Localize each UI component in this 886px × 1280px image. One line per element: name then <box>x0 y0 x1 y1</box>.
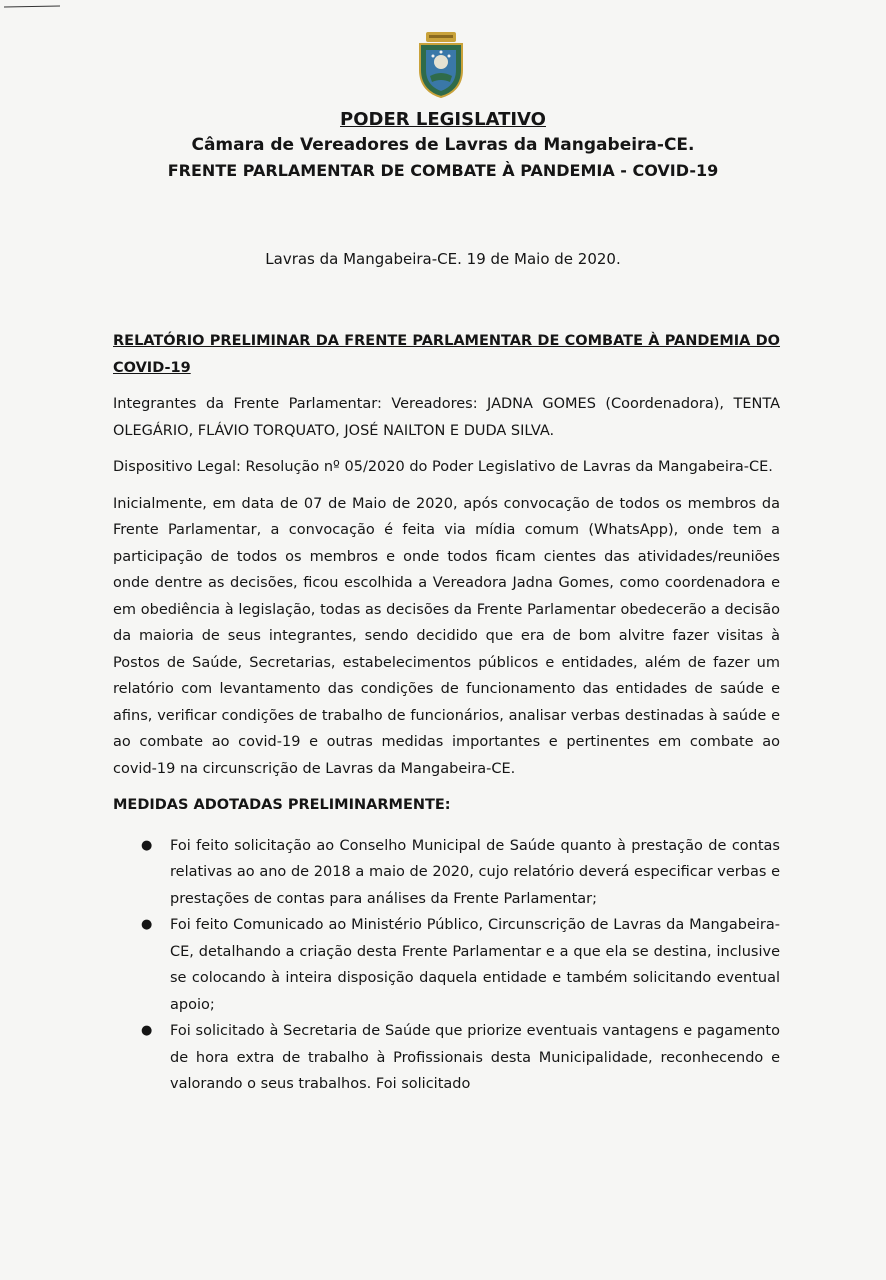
members-paragraph: Integrantes da Frente Parlamentar: Vereadores: JADNA GOMES (Coordenadora), TENTA OLEGÁRIO, FLÁVIO TORQUATO, JOSÉ NAILTON E DUDA SILVA. <box>113 396 780 439</box>
corner-mark <box>4 6 60 8</box>
measure-text: Foi feito solicitação ao Conselho Municipal de Saúde quanto à prestação de contas relativas ao ano de 2018 a maio de 2020, cujo relatório deverá especificar verbas e prestações de contas para análises da Frente Parlamentar; <box>170 837 780 907</box>
date-line: Lavras da Mangabeira-CE. 19 de Maio de 2020. <box>265 250 621 268</box>
legal-paragraph: Dispositivo Legal: Resolução nº 05/2020 do Poder Legislativo de Lavras da Mangabeira-CE. <box>113 459 773 475</box>
measures-title: MEDIDAS ADOTADAS PRELIMINARMENTE: <box>113 797 451 813</box>
intro-paragraph: Inicialmente, em data de 07 de Maio de 2020, após convocação de todos os membros da Frente Parlamentar, a convocação é feita via mídia comum (WhatsApp), onde tem a participação de todos os membros e onde todos ficam cientes das atividades/reuniões onde dentre as decisões, ficou escolhida a Vereadora Jadna Gomes, como coordenadora e em obediência à legislação, todas as decisões da Frente Parlamentar obedecerão a decisão da maioria de seus integrantes, sendo decidido que era de bom alvitre fazer visitas à Postos de Saúde, Secretarias, estabelecimentos públicos e entidades, além de fazer um relatório com levantamento das condições de funcionamento das entidades de saúde e afins, verificar condições de trabalho de funcionários, analisar verbas destinadas à saúde e ao combate ao covid-19 e outras medidas importantes e pertinentes em combate ao covid-19 na circunscrição de Lavras da Mangabeira-CE. <box>113 495 780 777</box>
header-poder-legislativo: PODER LEGISLATIVO <box>340 109 546 130</box>
list-item <box>113 833 780 913</box>
header-frente: FRENTE PARLAMENTAR DE COMBATE À PANDEMIA - COVID-19 <box>167 161 719 180</box>
measures-list <box>113 833 780 1098</box>
report-title: RELATÓRIO PRELIMINAR DA FRENTE PARLAMENTAR DE COMBATE À PANDEMIA DO COVID-19 <box>113 333 780 376</box>
bullet-icon: ● <box>141 917 153 932</box>
header-camara: Câmara de Vereadores de Lavras da Mangabeira-CE. <box>191 135 695 155</box>
measure-text: Foi solicitado à Secretaria de Saúde que priorize eventuais vantagens e pagamento de hora extra de trabalho à Profissionais desta Municipalidade, reconhecendo e valorando o seus trabalhos. Foi solicitado <box>170 1023 780 1092</box>
bullet-icon: ● <box>141 1023 153 1038</box>
coat-of-arms-icon <box>416 30 466 98</box>
bullet-icon: ● <box>141 837 153 853</box>
document-body <box>113 328 780 1098</box>
list-item <box>113 912 780 1018</box>
measure-text: Foi feito Comunicado ao Ministério Público, Circunscrição de Lavras da Mangabeira-CE, detalhando a criação desta Frente Parlamentar e a que ela se destina, inclusive se colocando à inteira disposição daquela entidade e também solicitando eventual apoio; <box>170 917 780 1013</box>
list-item <box>113 1018 780 1098</box>
